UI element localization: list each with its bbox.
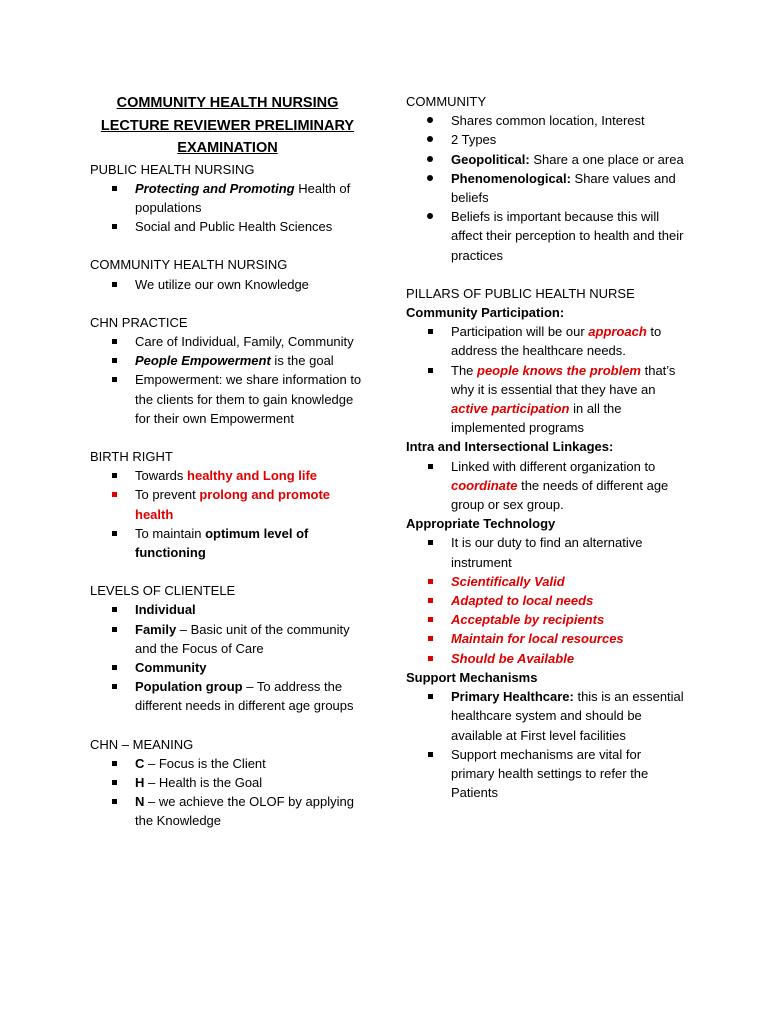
list-item: To maintain optimum level of functioning <box>90 524 365 562</box>
list-item: Primary Healthcare: this is an essential healthcare system and should be available at First level facilities <box>406 687 686 745</box>
community-health-nursing-list <box>90 275 365 294</box>
right-column <box>406 92 686 802</box>
square-bullet-icon <box>428 540 433 545</box>
document-title <box>90 92 365 160</box>
square-bullet-icon <box>428 329 433 334</box>
square-bullet-icon <box>112 186 117 191</box>
subheading-community-participation: Community Participation: <box>406 305 565 321</box>
square-bullet-icon <box>112 377 117 382</box>
square-bullet-icon <box>428 636 433 641</box>
list-item: C – Focus is the Client <box>90 754 365 773</box>
square-bullet-icon <box>112 607 117 612</box>
appropriate-technology-list <box>406 533 686 667</box>
community-participation-list <box>406 322 686 437</box>
section-heading-public-health-nursing: PUBLIC HEALTH NURSING <box>90 161 255 177</box>
subheading-linkages: Intra and Intersectional Linkages: <box>406 439 614 455</box>
list-item: Community <box>90 658 365 677</box>
community-list <box>406 111 686 265</box>
round-bullet-icon <box>427 175 433 181</box>
list-item: Geopolitical: Share a one place or area <box>406 150 686 169</box>
square-bullet-icon <box>428 464 433 469</box>
left-column <box>90 92 365 831</box>
section-heading-birth-right: BIRTH RIGHT <box>90 448 173 464</box>
section-heading-community-health-nursing: COMMUNITY HEALTH NURSING <box>90 257 288 273</box>
list-item: To prevent prolong and promote health <box>90 485 365 523</box>
square-bullet-icon <box>112 799 117 804</box>
chn-practice-list <box>90 332 365 428</box>
section-heading-levels-of-clientele: LEVELS OF CLIENTELE <box>90 583 236 599</box>
section-heading-chn-practice: CHN PRACTICE <box>90 314 188 330</box>
square-bullet-icon <box>112 282 117 287</box>
square-bullet-icon <box>112 224 117 229</box>
square-bullet-icon <box>428 656 433 661</box>
list-item: Acceptable by recipients <box>406 610 686 629</box>
list-item: Should be Available <box>406 649 686 668</box>
section-heading-pillars: PILLARS OF PUBLIC HEALTH NURSE <box>406 285 635 301</box>
list-item: N – we achieve the OLOF by applying the Knowledge <box>90 792 365 830</box>
list-item: Linked with different organization to coordinate the needs of different age group or sex group. <box>406 457 686 515</box>
list-item: People Empowerment is the goal <box>90 351 365 370</box>
chn-meaning-list <box>90 754 365 831</box>
square-bullet-icon <box>112 627 117 632</box>
list-item: Shares common location, Interest <box>406 111 686 130</box>
linkages-list <box>406 457 686 515</box>
list-item: Care of Individual, Family, Community <box>90 332 365 351</box>
title-line-3: EXAMINATION <box>177 140 278 156</box>
list-item: H – Health is the Goal <box>90 773 365 792</box>
square-bullet-icon <box>112 358 117 363</box>
square-bullet-icon <box>112 492 117 497</box>
levels-of-clientele-list <box>90 600 365 715</box>
list-item: Empowerment: we share information to the clients for them to gain knowledge for their own Empowerment <box>90 370 365 428</box>
title-line-1: COMMUNITY HEALTH NURSING <box>116 95 339 111</box>
list-item: Maintain for local resources <box>406 629 686 648</box>
square-bullet-icon <box>112 339 117 344</box>
square-bullet-icon <box>428 617 433 622</box>
list-item: Participation will be our approach to address the healthcare needs. <box>406 322 686 360</box>
round-bullet-icon <box>427 156 433 162</box>
round-bullet-icon <box>427 213 433 219</box>
square-bullet-icon <box>428 368 433 373</box>
list-item: Individual <box>90 600 365 619</box>
square-bullet-icon <box>428 752 433 757</box>
list-item: The people knows the problem that’s why it is essential that they have an active participation in all the implemented programs <box>406 361 686 438</box>
list-item: Towards healthy and Long life <box>90 466 365 485</box>
round-bullet-icon <box>427 117 433 123</box>
square-bullet-icon <box>112 684 117 689</box>
square-bullet-icon <box>112 761 117 766</box>
list-item: We utilize our own Knowledge <box>90 275 365 294</box>
square-bullet-icon <box>428 694 433 699</box>
round-bullet-icon <box>427 136 433 142</box>
list-item: Family – Basic unit of the community and the Focus of Care <box>90 620 365 658</box>
birth-right-list <box>90 466 365 562</box>
list-item: Beliefs is important because this will affect their perception to health and their practices <box>406 207 686 265</box>
square-bullet-icon <box>112 473 117 478</box>
section-heading-chn-meaning: CHN – MEANING <box>90 736 194 752</box>
list-item: It is our duty to find an alternative instrument <box>406 533 686 571</box>
list-item: Scientifically Valid <box>406 572 686 591</box>
square-bullet-icon <box>112 531 117 536</box>
square-bullet-icon <box>428 579 433 584</box>
square-bullet-icon <box>112 665 117 670</box>
list-item: Phenomenological: Share values and beliefs <box>406 169 686 207</box>
list-item: Adapted to local needs <box>406 591 686 610</box>
list-item: Social and Public Health Sciences <box>90 217 365 236</box>
subheading-support-mechanisms: Support Mechanisms <box>406 669 538 685</box>
subheading-appropriate-technology: Appropriate Technology <box>406 516 556 532</box>
section-heading-community: COMMUNITY <box>406 94 487 109</box>
list-item: Protecting and Promoting Health of populations <box>90 179 365 217</box>
list-item: Support mechanisms are vital for primary health settings to refer the Patients <box>406 745 686 803</box>
list-item: Population group – To address the different needs in different age groups <box>90 677 365 715</box>
square-bullet-icon <box>112 780 117 785</box>
list-item: 2 Types <box>406 130 686 149</box>
title-line-2: LECTURE REVIEWER PRELIMINARY <box>100 117 355 134</box>
public-health-nursing-list <box>90 179 365 237</box>
square-bullet-icon <box>428 598 433 603</box>
support-mechanisms-list <box>406 687 686 802</box>
